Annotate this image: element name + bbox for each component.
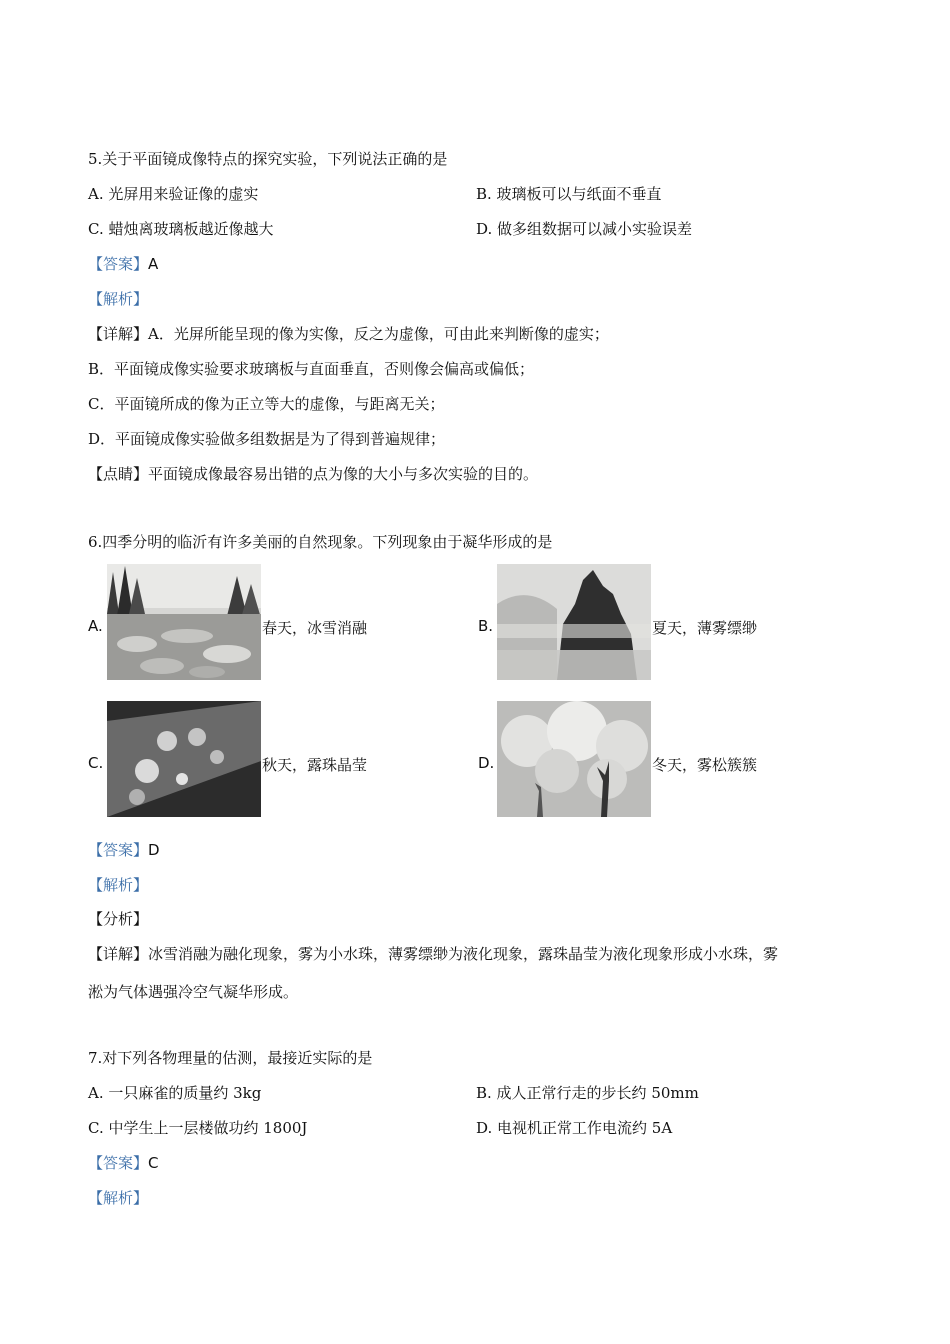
- answer-value: A: [148, 255, 159, 273]
- answer-value: C: [148, 1154, 159, 1172]
- q7-stem: 7.对下列各物理量的估测，最接近实际的是: [88, 1049, 373, 1067]
- q5-option-d: D. 做多组数据可以减小实验误差: [476, 220, 693, 238]
- q5-detail-3: C．平面镜所成的像为正立等大的虚像，与距离无关；: [88, 395, 445, 413]
- q6-analysis-head: 【分析】: [88, 910, 149, 928]
- q5-detail-2: B．平面镜成像实验要求玻璃板与直面垂直，否则像会偏高或偏低；: [88, 360, 535, 378]
- q5-answer: [88, 254, 158, 274]
- snow-melt-photo: [107, 564, 261, 680]
- answer-tag: 【答案】: [88, 1154, 149, 1172]
- q6-stem: 6.四季分明的临沂有许多美丽的自然现象。下列现象由于凝华形成的是: [88, 533, 553, 551]
- option-letter: A.: [88, 617, 103, 635]
- option-caption: 春天，冰雪消融: [262, 619, 368, 637]
- q5-stem: 5.关于平面镜成像特点的探究实验，下列说法正确的是: [88, 150, 448, 168]
- option-letter: C.: [88, 754, 104, 772]
- misty-mountain-photo: [497, 564, 651, 680]
- q5-analysis-tag: 【解析】: [88, 290, 149, 308]
- answer-value: D: [148, 841, 160, 859]
- q6-analysis-tag: 【解析】: [88, 876, 149, 894]
- q7-answer: [88, 1153, 159, 1173]
- q7-option-a: A. 一只麻雀的质量约 3kg: [88, 1084, 262, 1102]
- q7-analysis-tag: 【解析】: [88, 1189, 149, 1207]
- q5-option-b: B. 玻璃板可以与纸面不垂直: [476, 185, 662, 203]
- q5-option-c: C. 蜡烛离玻璃板越近像越大: [88, 220, 274, 238]
- q6-detail-1: 【详解】冰雪消融为融化现象，雾为小水珠，薄雾缥缈为液化现象，露珠晶莹为液化现象形成小水珠，雾: [88, 945, 779, 963]
- q5-option-a: A. 光屏用来验证像的虚实: [88, 185, 259, 203]
- q6-answer: [88, 840, 160, 860]
- q7-option-b: B. 成人正常行走的步长约 50mm: [476, 1084, 699, 1102]
- rime-trees-photo: [497, 701, 651, 817]
- q5-comment: 【点睛】平面镜成像最容易出错的点为像的大小与多次实验的目的。: [88, 465, 539, 483]
- option-letter: D.: [478, 754, 495, 772]
- option-caption: 夏天，薄雾缥缈: [652, 619, 758, 637]
- q5-detail-4: D．平面镜成像实验做多组数据是为了得到普遍规律；: [88, 430, 446, 448]
- option-letter: B.: [478, 617, 494, 635]
- q6-detail-2: 淞为气体遇强冷空气凝华形成。: [88, 983, 299, 1001]
- option-caption: 冬天，雾松簇簇: [652, 756, 758, 774]
- answer-tag: 【答案】: [88, 255, 149, 273]
- q5-detail-1: 【详解】A．光屏所能呈现的像为实像，反之为虚像，可由此来判断像的虚实；: [88, 325, 609, 343]
- q7-option-c: C. 中学生上一层楼做功约 1800J: [88, 1119, 308, 1137]
- dew-drops-photo: [107, 701, 261, 817]
- option-caption: 秋天，露珠晶莹: [262, 756, 368, 774]
- q7-option-d: D. 电视机正常工作电流约 5A: [476, 1119, 673, 1137]
- answer-tag: 【答案】: [88, 841, 149, 859]
